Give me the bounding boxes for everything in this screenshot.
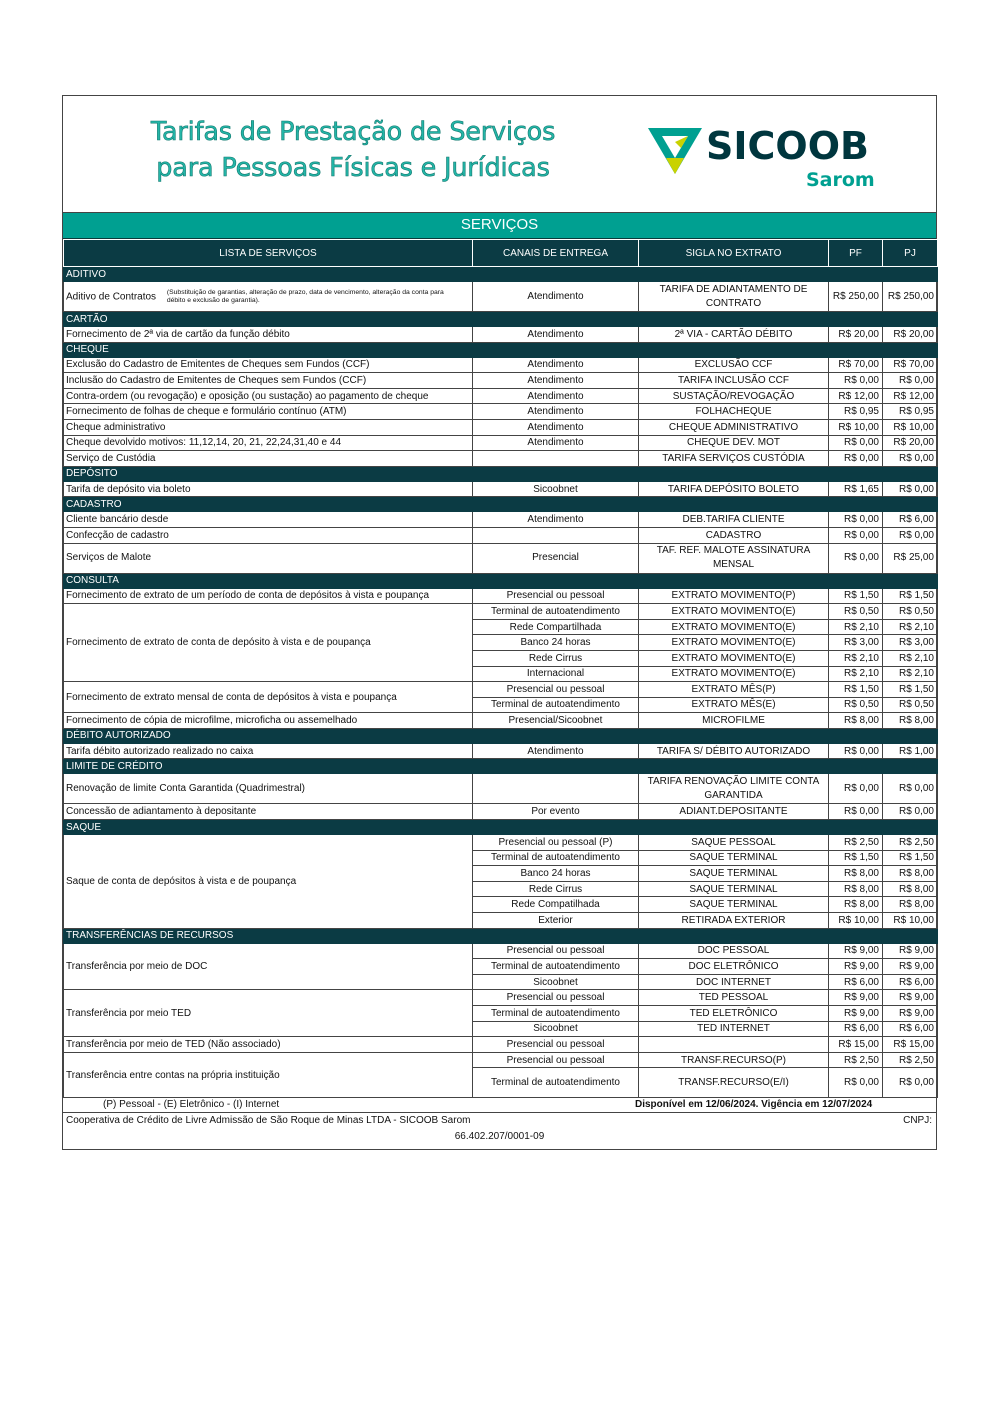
sigla-cell: CHEQUE ADMINISTRATIVO	[639, 419, 829, 435]
pj-cell: R$ 20,00	[883, 435, 938, 451]
logo-name: SICOOB	[706, 124, 869, 168]
service-cell: Fornecimento de 2ª via de cartão da função débito	[64, 327, 473, 343]
pf-cell: R$ 1,50	[829, 682, 883, 698]
table-row	[64, 1052, 938, 1068]
cnpj-label: CNPJ:	[903, 1115, 932, 1127]
table-row	[64, 327, 938, 343]
service-cell: Transferência por meio TED	[64, 990, 473, 1037]
pf-cell: R$ 8,00	[829, 881, 883, 897]
channel-cell	[473, 451, 639, 467]
sigla-cell: RETIRADA EXTERIOR	[639, 913, 829, 929]
sigla-cell: TARIFA INCLUSÃO CCF	[639, 373, 829, 389]
pj-cell: R$ 0,00	[883, 774, 938, 804]
sigla-cell: TAF. REF. MALOTE ASSINATURA MENSAL	[639, 543, 829, 573]
pj-cell: R$ 250,00	[883, 282, 938, 312]
pf-cell: R$ 9,00	[829, 990, 883, 1006]
channel-cell: Sicoobnet	[473, 974, 639, 990]
pj-cell: R$ 0,50	[883, 604, 938, 620]
sigla-cell: TARIFA DE ADIANTAMENTO DE CONTRATO	[639, 282, 829, 312]
sigla-cell: DEB.TARIFA CLIENTE	[639, 512, 829, 528]
table-row	[64, 774, 938, 804]
service-cell: Serviços de Malote	[64, 543, 473, 573]
pj-cell: R$ 9,00	[883, 959, 938, 975]
pf-cell: R$ 2,10	[829, 666, 883, 682]
sigla-cell: EXTRATO MOVIMENTO(E)	[639, 666, 829, 682]
channel-cell: Presencial ou pessoal (P)	[473, 835, 639, 851]
channel-cell: Rede Compatilhada	[473, 897, 639, 913]
sigla-cell	[639, 1037, 829, 1053]
table-body	[64, 267, 938, 1098]
sigla-cell: DOC ELETRÔNICO	[639, 959, 829, 975]
pj-cell: R$ 8,00	[883, 881, 938, 897]
pj-cell: R$ 6,00	[883, 1021, 938, 1037]
pj-cell: R$ 20,00	[883, 327, 938, 343]
channel-cell: Presencial/Sicoobnet	[473, 713, 639, 729]
pj-cell: R$ 0,00	[883, 804, 938, 820]
page-title	[133, 114, 573, 186]
pf-cell: R$ 0,95	[829, 404, 883, 420]
sigla-cell: SAQUE TERMINAL	[639, 897, 829, 913]
footer	[63, 1098, 936, 1146]
channel-cell: Rede Cirrus	[473, 881, 639, 897]
service-cell: Cliente bancário desde	[64, 512, 473, 528]
pj-cell: R$ 8,00	[883, 897, 938, 913]
pj-cell: R$ 0,00	[883, 451, 938, 467]
pj-cell: R$ 6,00	[883, 512, 938, 528]
category-label: CARTÃO	[64, 312, 938, 327]
channel-cell: Atendimento	[473, 282, 639, 312]
category-row	[64, 728, 938, 743]
service-cell: Tarifa de depósito via boleto	[64, 481, 473, 497]
sigla-cell: 2ª VIA - CARTÃO DÉBITO	[639, 327, 829, 343]
col-header-canais: CANAIS DE ENTREGA	[473, 240, 639, 267]
pf-cell: R$ 10,00	[829, 913, 883, 929]
table-row	[64, 1037, 938, 1053]
pj-cell: R$ 1,50	[883, 682, 938, 698]
pf-cell: R$ 0,00	[829, 743, 883, 759]
pf-cell: R$ 0,00	[829, 774, 883, 804]
service-cell: Fornecimento de extrato mensal de conta de depósitos à vista e poupança	[64, 682, 473, 713]
pf-cell: R$ 3,00	[829, 635, 883, 651]
category-label: CADASTRO	[64, 497, 938, 512]
pj-cell: R$ 2,10	[883, 619, 938, 635]
pf-cell: R$ 9,00	[829, 959, 883, 975]
pf-cell: R$ 2,10	[829, 650, 883, 666]
pf-cell: R$ 2,50	[829, 1052, 883, 1068]
category-label: DÉBITO AUTORIZADO	[64, 728, 938, 743]
channel-cell: Presencial ou pessoal	[473, 682, 639, 698]
pf-cell: R$ 0,00	[829, 804, 883, 820]
col-header-pf: PF	[829, 240, 883, 267]
pf-cell: R$ 0,00	[829, 527, 883, 543]
table-row	[64, 943, 938, 959]
pf-cell: R$ 2,50	[829, 835, 883, 851]
category-label: TRANSFERÊNCIAS DE RECURSOS	[64, 928, 938, 943]
pf-cell: R$ 0,00	[829, 373, 883, 389]
pj-cell: R$ 0,00	[883, 373, 938, 389]
channel-cell: Presencial ou pessoal	[473, 990, 639, 1006]
channel-cell: Exterior	[473, 913, 639, 929]
pf-cell: R$ 70,00	[829, 357, 883, 373]
channel-cell: Internacional	[473, 666, 639, 682]
sigla-cell: SAQUE PESSOAL	[639, 835, 829, 851]
pj-cell: R$ 10,00	[883, 913, 938, 929]
sigla-cell: ADIANT.DEPOSITANTE	[639, 804, 829, 820]
service-cell: Fornecimento de cópia de microfilme, microficha ou assemelhado	[64, 713, 473, 729]
pj-cell: R$ 25,00	[883, 543, 938, 573]
service-cell: Exclusão do Cadastro de Emitentes de Cheques sem Fundos (CCF)	[64, 357, 473, 373]
pf-cell: R$ 0,00	[829, 435, 883, 451]
cooperative-row	[63, 1112, 936, 1128]
category-label: CHEQUE	[64, 342, 938, 357]
cooperative-name: Cooperativa de Crédito de Livre Admissão de São Roque de Minas LTDA - SICOOB Sarom	[66, 1115, 471, 1127]
pj-cell: R$ 0,00	[883, 481, 938, 497]
pj-cell: R$ 10,00	[883, 419, 938, 435]
tariff-table	[63, 239, 938, 1098]
table-row	[64, 713, 938, 729]
service-cell: Transferência entre contas na própria instituição	[64, 1052, 473, 1098]
sigla-cell: EXTRATO MÊS(E)	[639, 697, 829, 713]
pj-cell: R$ 9,00	[883, 1006, 938, 1022]
footer-legend-row	[63, 1098, 936, 1112]
channel-cell: Atendimento	[473, 404, 639, 420]
service-label: Aditivo de Contratos	[66, 291, 157, 303]
service-cell: Fornecimento de extrato de um período de conta de depósitos à vista e poupança	[64, 588, 473, 604]
pj-cell: R$ 8,00	[883, 866, 938, 882]
channel-cell: Atendimento	[473, 512, 639, 528]
pf-cell: R$ 9,00	[829, 943, 883, 959]
channel-cell: Presencial	[473, 543, 639, 573]
pf-cell: R$ 250,00	[829, 282, 883, 312]
sigla-cell: TED INTERNET	[639, 1021, 829, 1037]
table-row	[64, 388, 938, 404]
table-row	[64, 357, 938, 373]
sigla-cell: DOC INTERNET	[639, 974, 829, 990]
channel-cell: Sicoobnet	[473, 481, 639, 497]
pf-cell: R$ 6,00	[829, 974, 883, 990]
pj-cell: R$ 2,50	[883, 1052, 938, 1068]
channel-cell: Atendimento	[473, 419, 639, 435]
sigla-cell: SAQUE TERMINAL	[639, 881, 829, 897]
sigla-cell: CADASTRO	[639, 527, 829, 543]
service-cell: Cheque devolvido motivos: 11,12,14, 20, 21, 22,24,31,40 e 44	[64, 435, 473, 451]
legend-text: (P) Pessoal - (E) Eletrônico - (I) Internet	[103, 1099, 280, 1111]
sigla-cell: TRANSF.RECURSO(P)	[639, 1052, 829, 1068]
col-header-servicos: LISTA DE SERVIÇOS	[64, 240, 473, 267]
pj-cell: R$ 0,00	[883, 1068, 938, 1098]
table-row	[64, 282, 938, 312]
pj-cell: R$ 2,50	[883, 835, 938, 851]
pj-cell: R$ 0,50	[883, 697, 938, 713]
pj-cell: R$ 15,00	[883, 1037, 938, 1053]
service-cell: Serviço de Custódia	[64, 451, 473, 467]
title-line-1: Tarifas de Prestação de Serviços	[150, 117, 556, 147]
pf-cell: R$ 1,50	[829, 850, 883, 866]
channel-cell: Presencial ou pessoal	[473, 1037, 639, 1053]
channel-cell: Terminal de autoatendimento	[473, 604, 639, 620]
sicoob-logo	[648, 124, 888, 194]
table-row	[64, 435, 938, 451]
sigla-cell: EXTRATO MOVIMENTO(E)	[639, 635, 829, 651]
category-label: DEPÓSITO	[64, 466, 938, 481]
table-row	[64, 543, 938, 573]
channel-cell: Atendimento	[473, 435, 639, 451]
pf-cell: R$ 0,00	[829, 1068, 883, 1098]
category-label: SAQUE	[64, 820, 938, 835]
channel-cell: Presencial ou pessoal	[473, 943, 639, 959]
sigla-cell: EXTRATO MOVIMENTO(P)	[639, 588, 829, 604]
table-row	[64, 527, 938, 543]
channel-cell: Terminal de autoatendimento	[473, 1006, 639, 1022]
channel-cell: Terminal de autoatendimento	[473, 1068, 639, 1098]
pf-cell: R$ 0,00	[829, 512, 883, 528]
table-header-row	[64, 240, 938, 267]
pf-cell: R$ 1,50	[829, 588, 883, 604]
table-row	[64, 404, 938, 420]
col-header-pj: PJ	[883, 240, 938, 267]
channel-cell: Atendimento	[473, 373, 639, 389]
pf-cell: R$ 0,00	[829, 451, 883, 467]
category-label: LIMITE DE CRÉDITO	[64, 759, 938, 774]
service-cell: Contra-ordem (ou revogação) e oposição (ou sustação) ao pagamento de cheque	[64, 388, 473, 404]
sigla-cell: DOC PESSOAL	[639, 943, 829, 959]
pf-cell: R$ 2,10	[829, 619, 883, 635]
channel-cell: Atendimento	[473, 388, 639, 404]
category-row	[64, 342, 938, 357]
channel-cell: Sicoobnet	[473, 1021, 639, 1037]
service-cell	[64, 282, 473, 312]
channel-cell: Atendimento	[473, 327, 639, 343]
pf-cell: R$ 6,00	[829, 1021, 883, 1037]
category-row	[64, 759, 938, 774]
channel-cell: Atendimento	[473, 357, 639, 373]
pj-cell: R$ 1,50	[883, 588, 938, 604]
tariff-sheet	[62, 95, 937, 1150]
pf-cell: R$ 0,50	[829, 697, 883, 713]
category-row	[64, 820, 938, 835]
channel-cell: Presencial ou pessoal	[473, 588, 639, 604]
channel-cell: Terminal de autoatendimento	[473, 850, 639, 866]
header	[63, 96, 936, 213]
sigla-cell: CHEQUE DEV. MOT	[639, 435, 829, 451]
pf-cell: R$ 12,00	[829, 388, 883, 404]
table-row	[64, 588, 938, 604]
service-cell: Inclusão do Cadastro de Emitentes de Cheques sem Fundos (CCF)	[64, 373, 473, 389]
sigla-cell: FOLHACHEQUE	[639, 404, 829, 420]
pj-cell: R$ 70,00	[883, 357, 938, 373]
title-line-2: para Pessoas Físicas e Jurídicas	[156, 153, 550, 183]
category-row	[64, 466, 938, 481]
channel-cell	[473, 527, 639, 543]
table-row	[64, 835, 938, 851]
category-row	[64, 928, 938, 943]
category-row	[64, 497, 938, 512]
pf-cell: R$ 1,65	[829, 481, 883, 497]
pj-cell: R$ 2,10	[883, 650, 938, 666]
section-title: SERVIÇOS	[63, 213, 936, 239]
service-note: (Substituição de garantias, alteração de prazo, data de vencimento, alteração da conta para débito e exclusão de garantia).	[166, 288, 444, 304]
table-row	[64, 743, 938, 759]
channel-cell: Por evento	[473, 804, 639, 820]
table-row	[64, 804, 938, 820]
sigla-cell: TRANSF.RECURSO(E/I)	[639, 1068, 829, 1098]
pj-cell: R$ 9,00	[883, 943, 938, 959]
logo-subtitle: Sarom	[806, 169, 875, 191]
table-row	[64, 512, 938, 528]
table-row	[64, 451, 938, 467]
category-row	[64, 312, 938, 327]
service-cell: Tarifa débito autorizado realizado no caixa	[64, 743, 473, 759]
sigla-cell: TED PESSOAL	[639, 990, 829, 1006]
sigla-cell: EXTRATO MOVIMENTO(E)	[639, 619, 829, 635]
pj-cell: R$ 3,00	[883, 635, 938, 651]
sigla-cell: TARIFA RENOVAÇÃO LIMITE CONTA GARANTIDA	[639, 774, 829, 804]
sicoob-mark-icon	[648, 128, 702, 174]
channel-cell: Rede Compartilhada	[473, 619, 639, 635]
pj-cell: R$ 1,00	[883, 743, 938, 759]
service-cell: Transferência por meio de TED (Não associado)	[64, 1037, 473, 1053]
category-label: ADITIVO	[64, 267, 938, 282]
category-label: CONSULTA	[64, 573, 938, 588]
pf-cell: R$ 15,00	[829, 1037, 883, 1053]
service-cell: Transferência por meio de DOC	[64, 943, 473, 990]
pj-cell: R$ 1,50	[883, 850, 938, 866]
pf-cell: R$ 9,00	[829, 1006, 883, 1022]
sigla-cell: MICROFILME	[639, 713, 829, 729]
table-row	[64, 682, 938, 698]
sigla-cell: SAQUE TERMINAL	[639, 866, 829, 882]
table-row	[64, 481, 938, 497]
pj-cell: R$ 0,00	[883, 527, 938, 543]
channel-cell: Terminal de autoatendimento	[473, 959, 639, 975]
service-cell: Saque de conta de depósitos à vista e de poupança	[64, 835, 473, 929]
col-header-sigla: SIGLA NO EXTRATO	[639, 240, 829, 267]
service-cell: Confecção de cadastro	[64, 527, 473, 543]
channel-cell: Rede Cirrus	[473, 650, 639, 666]
sigla-cell: SUSTAÇÃO/REVOGAÇÃO	[639, 388, 829, 404]
pf-cell: R$ 8,00	[829, 897, 883, 913]
sigla-cell: EXTRATO MOVIMENTO(E)	[639, 650, 829, 666]
sigla-cell: EXTRATO MÊS(P)	[639, 682, 829, 698]
pf-cell: R$ 0,00	[829, 543, 883, 573]
channel-cell: Presencial ou pessoal	[473, 1052, 639, 1068]
service-cell: Concessão de adiantamento à depositante	[64, 804, 473, 820]
sigla-cell: TARIFA S/ DÉBITO AUTORIZADO	[639, 743, 829, 759]
sigla-cell: TED ELETRÔNICO	[639, 1006, 829, 1022]
channel-cell: Atendimento	[473, 743, 639, 759]
category-row	[64, 573, 938, 588]
channel-cell: Terminal de autoatendimento	[473, 697, 639, 713]
pj-cell: R$ 0,95	[883, 404, 938, 420]
pf-cell: R$ 10,00	[829, 419, 883, 435]
table-row	[64, 373, 938, 389]
table-row	[64, 419, 938, 435]
sigla-cell: SAQUE TERMINAL	[639, 850, 829, 866]
pj-cell: R$ 2,10	[883, 666, 938, 682]
table-row	[64, 604, 938, 620]
pj-cell: R$ 8,00	[883, 713, 938, 729]
channel-cell: Banco 24 horas	[473, 635, 639, 651]
service-cell: Renovação de limite Conta Garantida (Quadrimestral)	[64, 774, 473, 804]
channel-cell	[473, 774, 639, 804]
sigla-cell: EXCLUSÃO CCF	[639, 357, 829, 373]
pf-cell: R$ 20,00	[829, 327, 883, 343]
service-cell: Fornecimento de extrato de conta de depósito à vista e de poupança	[64, 604, 473, 682]
sigla-cell: TARIFA SERVIÇOS CUSTÓDIA	[639, 451, 829, 467]
service-cell: Fornecimento de folhas de cheque e formulário contínuo (ATM)	[64, 404, 473, 420]
pj-cell: R$ 9,00	[883, 990, 938, 1006]
cnpj-value: 66.402.207/0001-09	[454, 1131, 545, 1143]
service-cell: Cheque administrativo	[64, 419, 473, 435]
pj-cell: R$ 12,00	[883, 388, 938, 404]
sigla-cell: EXTRATO MOVIMENTO(E)	[639, 604, 829, 620]
pf-cell: R$ 8,00	[829, 713, 883, 729]
channel-cell: Banco 24 horas	[473, 866, 639, 882]
pf-cell: R$ 8,00	[829, 866, 883, 882]
pf-cell: R$ 0,50	[829, 604, 883, 620]
sigla-cell: TARIFA DEPÓSITO BOLETO	[639, 481, 829, 497]
availability-text: Disponível em 12/06/2024. Vigência em 12/07/2024	[635, 1099, 873, 1111]
category-row	[64, 267, 938, 282]
table-row	[64, 990, 938, 1006]
pj-cell: R$ 6,00	[883, 974, 938, 990]
